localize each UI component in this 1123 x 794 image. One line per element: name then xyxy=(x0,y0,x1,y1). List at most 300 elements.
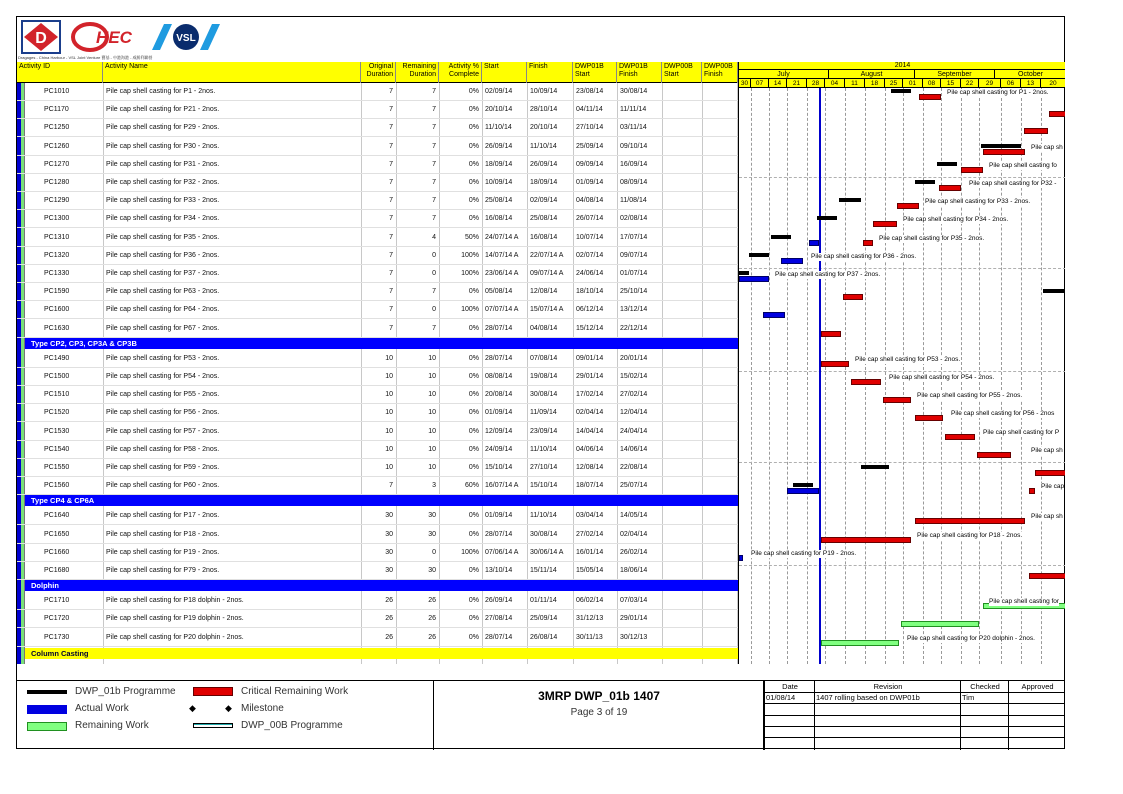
table-row[interactable] xyxy=(17,83,738,101)
dwp01b-finish: 25/10/14 xyxy=(620,288,648,296)
dwp01b-finish: 14/06/14 xyxy=(620,445,648,453)
table-row[interactable] xyxy=(17,138,738,156)
week-gridline xyxy=(885,88,886,664)
remaining-duration: 7 xyxy=(432,324,436,332)
rev-date: 01/08/14 xyxy=(766,693,796,702)
activity-id: PC1590 xyxy=(44,288,70,296)
group-header[interactable]: Type CP2, CP3, CP3A & CP3B xyxy=(25,338,738,349)
table-row[interactable] xyxy=(17,119,738,137)
gantt-bar-red[interactable] xyxy=(915,415,943,421)
gantt-bar-red[interactable] xyxy=(821,331,841,337)
start-date: 20/08/14 xyxy=(485,391,513,399)
gantt-bar-black[interactable] xyxy=(915,180,935,184)
bar-label: Pile cap shell casting for P34 - 2nos. xyxy=(903,216,1009,224)
legend-actual-label: Actual Work xyxy=(75,703,129,714)
gantt-bar-blue[interactable] xyxy=(781,258,803,264)
finish-date: 15/10/14 xyxy=(530,482,558,490)
start-date: 02/09/14 xyxy=(485,88,513,95)
legend-actual-swatch xyxy=(27,705,67,714)
gantt-bar-black[interactable] xyxy=(1043,289,1065,293)
percent-complete: 0% xyxy=(468,160,479,168)
start-date: 01/09/14 xyxy=(485,512,513,520)
table-row[interactable] xyxy=(17,101,738,119)
percent-complete: 0% xyxy=(468,633,479,641)
gantt-bar-black[interactable] xyxy=(749,253,769,257)
dwp01b-start: 09/09/14 xyxy=(576,160,604,168)
activity-id: PC1530 xyxy=(44,427,70,435)
activity-id: PC1270 xyxy=(44,160,70,168)
remaining-duration: 3 xyxy=(432,482,436,490)
gantt-bar-blue[interactable] xyxy=(739,276,769,282)
week-label: 20 xyxy=(1041,79,1065,88)
gantt-bar-red[interactable] xyxy=(1029,573,1065,579)
activity-name: Pile cap shell casting for P57 - 2nos. xyxy=(106,427,220,435)
table-row[interactable] xyxy=(17,629,738,647)
dwp01b-finish: 12/04/14 xyxy=(620,409,648,417)
rev-header-date: Date xyxy=(782,682,798,691)
col-start[interactable]: Start xyxy=(482,62,527,83)
activity-name: Pile cap shell casting for P29 - 2nos. xyxy=(106,124,220,132)
activity-id: PC1280 xyxy=(44,179,70,186)
original-duration: 30 xyxy=(385,512,393,520)
gantt-bar-red[interactable] xyxy=(1024,128,1048,134)
start-date: 25/08/14 xyxy=(485,197,513,205)
table-row[interactable] xyxy=(17,423,738,441)
gantt-bar-red[interactable] xyxy=(983,149,1025,155)
dwp01b-start: 15/05/14 xyxy=(576,567,604,574)
remaining-duration: 7 xyxy=(432,88,436,95)
bar-label: Pile cap shell casting for P36 - 2nos. xyxy=(811,252,917,260)
gantt-bar-red[interactable] xyxy=(1049,111,1065,117)
activity-name: Pile cap shell casting for P79 - 2nos. xyxy=(106,567,220,574)
table-row[interactable] xyxy=(17,350,738,368)
finish-date: 04/08/14 xyxy=(530,324,558,332)
gantt-bar-red[interactable] xyxy=(1035,470,1065,476)
finish-date: 15/07/14 A xyxy=(530,306,564,314)
start-date: 27/08/14 xyxy=(485,615,513,623)
week-label: 14 xyxy=(769,79,787,88)
gantt-bar-red[interactable] xyxy=(977,452,1011,458)
bar-label: Pile cap shell casting fo xyxy=(989,161,1057,169)
percent-complete: 0% xyxy=(468,445,479,453)
col-remaining-duration[interactable]: Remaining Duration xyxy=(396,62,439,83)
month-september: September xyxy=(915,70,995,79)
week-label: 15 xyxy=(941,79,961,88)
col-dwp00b-finish[interactable]: DWP00B Finish xyxy=(702,62,738,83)
start-date: 16/08/14 xyxy=(485,215,513,223)
activity-name: Pile cap shell casting for P35 - 2nos. xyxy=(106,233,220,241)
finish-date: 30/06/14 A xyxy=(530,548,564,556)
original-duration: 7 xyxy=(389,215,393,223)
start-date: 28/07/14 xyxy=(485,633,513,641)
table-row[interactable] xyxy=(17,174,738,192)
remaining-duration: 7 xyxy=(432,179,436,186)
percent-complete: 0% xyxy=(468,324,479,332)
week-gridline xyxy=(1001,88,1002,664)
group-header[interactable]: Type CP4 & CP6A xyxy=(25,495,738,506)
vsl-logo xyxy=(150,20,222,54)
table-row[interactable] xyxy=(17,441,738,459)
gantt-bar-blue[interactable] xyxy=(787,488,819,494)
milestone-diamond-icon: ◆ xyxy=(189,703,196,713)
percent-complete: 0% xyxy=(468,124,479,132)
start-date: 26/09/14 xyxy=(485,142,513,150)
finish-date: 09/07/14 A xyxy=(530,270,564,277)
table-row[interactable] xyxy=(17,368,738,386)
percent-complete: 0% xyxy=(468,512,479,520)
col-dwp01b-finish[interactable]: DWP01B Finish xyxy=(617,62,662,83)
rev-border xyxy=(764,726,1065,727)
dwp01b-finish: 08/09/14 xyxy=(620,179,648,186)
week-label: 01 xyxy=(903,79,923,88)
gantt-bar-red[interactable] xyxy=(883,397,911,403)
gantt-bar-red[interactable] xyxy=(897,203,919,209)
original-duration: 7 xyxy=(389,288,393,296)
row-separator xyxy=(739,371,1065,372)
dwp01b-start: 01/09/14 xyxy=(576,179,604,186)
start-date: 18/09/14 xyxy=(485,160,513,168)
gantt-bar-black[interactable] xyxy=(793,483,813,487)
title-block xyxy=(434,681,764,750)
table-row[interactable] xyxy=(17,562,738,580)
gantt-bar-blue[interactable] xyxy=(763,312,785,318)
activity-id: PC1540 xyxy=(44,445,70,453)
dwp01b-finish: 03/11/14 xyxy=(620,124,647,132)
finish-date: 25/08/14 xyxy=(530,215,558,223)
table-row[interactable] xyxy=(17,526,738,544)
rev-border xyxy=(764,703,1065,704)
col-finish[interactable]: Finish xyxy=(527,62,573,83)
original-duration: 7 xyxy=(389,233,393,241)
original-duration: 10 xyxy=(385,373,393,380)
table-row[interactable] xyxy=(17,283,738,301)
dwp01b-start: 10/07/14 xyxy=(576,233,604,241)
dwp01b-start: 02/04/14 xyxy=(576,409,604,417)
table-row[interactable] xyxy=(17,477,738,495)
original-duration: 7 xyxy=(389,197,393,205)
dwp01b-start: 29/01/14 xyxy=(576,373,604,380)
remaining-duration: 26 xyxy=(428,615,436,623)
bar-label: Pile cap sh xyxy=(1031,513,1063,521)
finish-date: 27/10/14 xyxy=(530,464,558,471)
remaining-duration: 0 xyxy=(432,251,436,259)
activity-id: PC1490 xyxy=(44,354,70,362)
finish-date: 11/10/14 xyxy=(530,445,557,453)
month-july: July xyxy=(739,70,829,79)
activity-name: Pile cap shell casting for P63 - 2nos. xyxy=(106,288,220,296)
activity-name: Pile cap shell casting for P19 - 2nos. xyxy=(106,548,220,556)
dwp01b-finish: 22/08/14 xyxy=(620,464,648,471)
dwp01b-finish: 18/06/14 xyxy=(620,567,648,574)
bar-label: Pile cap shell casting for P37 - 2nos. xyxy=(775,271,881,278)
gantt-bar-red[interactable] xyxy=(961,167,983,173)
gantt-bar-black[interactable] xyxy=(839,198,861,202)
activity-id: PC1510 xyxy=(44,391,70,399)
activity-name: Pile cap shell casting for P58 - 2nos. xyxy=(106,445,220,453)
gantt-chart xyxy=(738,88,1065,664)
finish-date: 26/09/14 xyxy=(530,160,558,168)
remaining-duration: 10 xyxy=(428,427,436,435)
remaining-duration: 7 xyxy=(432,106,436,114)
original-duration: 7 xyxy=(389,270,393,277)
gantt-bar-black[interactable] xyxy=(937,162,957,166)
table-row[interactable] xyxy=(17,507,738,525)
gantt-bar-red[interactable] xyxy=(851,379,881,385)
week-label: 22 xyxy=(961,79,979,88)
percent-complete: 0% xyxy=(468,409,479,417)
remaining-duration: 7 xyxy=(432,197,436,205)
original-duration: 7 xyxy=(389,306,393,314)
dwp01b-finish: 16/09/14 xyxy=(620,160,648,168)
week-gridline xyxy=(769,88,770,664)
table-row[interactable] xyxy=(17,265,738,283)
activity-name: Pile cap shell casting for P37 - 2nos. xyxy=(106,270,220,277)
table-row[interactable] xyxy=(17,404,738,422)
col-original-duration[interactable]: Original Duration xyxy=(361,62,396,83)
table-row[interactable] xyxy=(17,610,738,628)
activity-id: PC1260 xyxy=(44,142,70,150)
original-duration: 7 xyxy=(389,324,393,332)
dwp01b-finish: 09/10/14 xyxy=(620,142,648,150)
activity-name: Pile cap shell casting for P21 - 2nos. xyxy=(106,106,220,114)
week-gridline xyxy=(787,88,788,664)
activity-id: PC1630 xyxy=(44,324,70,332)
finish-date: 10/09/14 xyxy=(530,88,558,95)
dwp01b-start: 26/07/14 xyxy=(576,215,604,223)
footer xyxy=(17,680,1065,749)
table-row[interactable] xyxy=(17,301,738,319)
dwp01b-start: 17/02/14 xyxy=(576,391,604,399)
legend xyxy=(17,681,434,750)
dwp01b-start: 06/02/14 xyxy=(576,597,604,605)
week-label: 30 xyxy=(739,79,751,88)
remaining-duration: 10 xyxy=(428,391,436,399)
jv-tagline: Dragages - China Harbour - VSL Joint Venture 寶基 - 中港海港 - 威勝利聯營 xyxy=(18,55,153,60)
rev-checked: Tim xyxy=(962,693,975,702)
remaining-duration: 0 xyxy=(432,270,436,277)
original-duration: 7 xyxy=(389,106,393,114)
week-label: 18 xyxy=(865,79,885,88)
gantt-bar-black[interactable] xyxy=(817,216,837,220)
start-date: 23/06/14 A xyxy=(485,270,519,277)
gantt-bar-black[interactable] xyxy=(739,271,749,275)
activity-id: PC1660 xyxy=(44,548,70,556)
percent-complete: 0% xyxy=(468,597,479,605)
start-date: 28/07/14 xyxy=(485,354,513,362)
original-duration: 7 xyxy=(389,251,393,259)
bar-label: Pile cap shell casting for P20 dolphin - 2nos. xyxy=(907,634,1035,642)
percent-complete: 0% xyxy=(468,615,479,623)
row-separator xyxy=(739,462,1065,463)
bar-label: Pile cap shell casting for P54 - 2nos. xyxy=(889,374,995,381)
svg-text:D: D xyxy=(35,30,47,47)
gantt-bar-blue[interactable] xyxy=(809,240,819,246)
activity-id: PC1170 xyxy=(44,106,69,114)
activity-name: Pile cap shell casting for P54 - 2nos. xyxy=(106,373,220,380)
activity-id: PC1550 xyxy=(44,464,70,471)
group-header[interactable]: Dolphin xyxy=(25,580,738,591)
bar-label: Pile cap sh xyxy=(1031,446,1063,454)
gantt-bar-red[interactable] xyxy=(919,94,941,100)
remaining-duration: 0 xyxy=(432,306,436,314)
gantt-bar-black[interactable] xyxy=(861,465,889,469)
activity-id: PC1720 xyxy=(44,615,70,623)
start-date: 14/07/14 A xyxy=(485,251,519,259)
dwp01b-start: 16/01/14 xyxy=(576,548,604,556)
start-date: 28/07/14 xyxy=(485,530,513,538)
activity-id: PC1290 xyxy=(44,197,70,205)
gantt-bar-black[interactable] xyxy=(981,144,1021,148)
week-label: 07 xyxy=(751,79,769,88)
legend-programme-label: DWP_01b Programme xyxy=(75,686,176,697)
start-date: 28/07/14 xyxy=(485,324,513,332)
gantt-bar-red[interactable] xyxy=(863,240,873,246)
week-label: 13 xyxy=(1021,79,1041,88)
dwp01b-start: 30/11/13 xyxy=(576,633,603,641)
gantt-bar-red[interactable] xyxy=(915,518,1025,524)
legend-critical-swatch xyxy=(193,687,233,696)
col-dwp00b-start[interactable]: DWP00B Start xyxy=(662,62,702,83)
col-percent-complete[interactable]: Activity % Complete xyxy=(439,62,482,83)
dwp01b-start: 23/08/14 xyxy=(576,88,604,95)
week-label: 11 xyxy=(845,79,865,88)
week-gridline xyxy=(1021,88,1022,664)
activity-id: PC1600 xyxy=(44,306,70,314)
week-gridline xyxy=(807,88,808,664)
dwp01b-finish: 26/02/14 xyxy=(620,548,648,556)
gantt-bar-blue[interactable] xyxy=(739,555,743,561)
original-duration: 26 xyxy=(385,615,393,623)
dwp01b-finish: 24/04/14 xyxy=(620,427,648,435)
dwp01b-start: 03/04/14 xyxy=(576,512,604,520)
week-label: 04 xyxy=(825,79,845,88)
bar-label: Pile cap shell casting for P55 - 2nos. xyxy=(917,392,1023,400)
percent-complete: 60% xyxy=(464,482,479,490)
gantt-bar-red[interactable] xyxy=(939,185,961,191)
activity-name: Pile cap shell casting for P32 - 2nos. xyxy=(106,179,220,186)
group-header[interactable]: Column Casting xyxy=(25,648,738,659)
table-row[interactable] xyxy=(17,320,738,338)
finish-date: 02/09/14 xyxy=(530,197,558,205)
start-date: 01/09/14 xyxy=(485,409,513,417)
remaining-duration: 7 xyxy=(432,142,436,150)
activity-name: Pile cap shell casting for P34 - 2nos. xyxy=(106,215,220,223)
dwp01b-start: 18/10/14 xyxy=(576,288,604,296)
dwp01b-finish: 01/07/14 xyxy=(620,270,648,277)
activity-name: Pile cap shell casting for P36 - 2nos. xyxy=(106,251,220,259)
gantt-bar-red[interactable] xyxy=(843,294,863,300)
finish-date: 26/08/14 xyxy=(530,633,558,641)
legend-remaining-swatch xyxy=(27,722,67,731)
bar-label: Pile cap shell casting for P19 - 2nos. xyxy=(751,549,857,557)
dwp01b-start: 09/01/14 xyxy=(576,354,604,362)
gantt-bar-black[interactable] xyxy=(771,235,791,239)
start-date: 07/06/14 A xyxy=(485,548,519,556)
table-row[interactable] xyxy=(17,210,738,228)
dwp01b-start: 25/09/14 xyxy=(576,142,604,150)
start-date: 15/10/14 xyxy=(485,464,513,471)
finish-date: 19/08/14 xyxy=(530,373,558,380)
finish-date: 16/08/14 xyxy=(530,233,558,241)
dwp01b-start: 18/07/14 xyxy=(576,482,604,490)
table-row[interactable] xyxy=(17,544,738,562)
original-duration: 30 xyxy=(385,530,393,538)
finish-date: 11/10/14 xyxy=(530,142,557,150)
original-duration: 7 xyxy=(389,482,393,490)
table-row[interactable] xyxy=(17,247,738,265)
gantt-bar-red[interactable] xyxy=(1029,488,1035,494)
original-duration: 10 xyxy=(385,445,393,453)
remaining-duration: 30 xyxy=(428,530,436,538)
remaining-duration: 4 xyxy=(432,233,436,241)
dwp01b-finish: 17/07/14 xyxy=(620,233,648,241)
gantt-bar-green[interactable] xyxy=(901,621,979,627)
percent-complete: 100% xyxy=(461,251,479,259)
activity-id: PC1250 xyxy=(44,124,70,132)
finish-date: 11/10/14 xyxy=(530,512,557,520)
table-row[interactable] xyxy=(17,386,738,404)
week-label: 25 xyxy=(885,79,903,88)
activity-id: PC1500 xyxy=(44,373,70,380)
activity-name: Pile cap shell casting for P60 - 2nos. xyxy=(106,482,220,490)
percent-complete: 0% xyxy=(468,354,479,362)
table-row[interactable] xyxy=(17,229,738,247)
gantt-bar-red[interactable] xyxy=(821,361,849,367)
activity-name: Pile cap shell casting for P17 - 2nos. xyxy=(106,512,220,520)
table-row[interactable] xyxy=(17,156,738,174)
col-activity-id[interactable]: Activity ID xyxy=(17,62,103,83)
activity-id: PC1320 xyxy=(44,251,70,259)
table-row[interactable] xyxy=(17,192,738,210)
finish-date: 11/09/14 xyxy=(530,409,557,417)
chec-logo xyxy=(70,20,144,54)
activity-name: Pile cap shell casting for P18 dolphin - 2nos. xyxy=(106,597,244,605)
dragages-logo xyxy=(20,20,62,54)
original-duration: 30 xyxy=(385,567,393,574)
gantt-bar-red[interactable] xyxy=(821,537,911,543)
activity-name: Pile cap shell casting for P64 - 2nos. xyxy=(106,306,220,314)
finish-date: 01/11/14 xyxy=(530,597,557,605)
gantt-bar-red[interactable] xyxy=(945,434,975,440)
table-row[interactable] xyxy=(17,459,738,477)
gantt-bar-red[interactable] xyxy=(873,221,897,227)
col-activity-name[interactable]: Activity Name xyxy=(103,62,361,83)
activity-id: PC1330 xyxy=(44,270,70,277)
dwp01b-finish: 30/12/13 xyxy=(620,633,648,641)
percent-complete: 0% xyxy=(468,106,479,114)
dwp01b-start: 27/10/14 xyxy=(576,124,604,132)
activity-name: Pile cap shell casting for P56 - 2nos. xyxy=(106,409,220,417)
row-separator xyxy=(739,565,1065,566)
remaining-duration: 30 xyxy=(428,567,436,574)
dwp01b-start: 02/07/14 xyxy=(576,251,604,259)
col-dwp01b-start[interactable]: DWP01B Start xyxy=(573,62,617,83)
remaining-duration: 10 xyxy=(428,464,436,471)
start-date: 26/09/14 xyxy=(485,597,513,605)
activity-name: Pile cap shell casting for P55 - 2nos. xyxy=(106,391,220,399)
remaining-duration: 26 xyxy=(428,597,436,605)
legend-milestone-label: Milestone xyxy=(241,703,284,714)
table-row[interactable] xyxy=(17,592,738,610)
original-duration: 10 xyxy=(385,409,393,417)
gantt-bar-green[interactable] xyxy=(821,640,899,646)
rev-border xyxy=(764,715,1065,716)
bar-label: Pile cap shell casting for P35 - 2nos. xyxy=(879,234,985,242)
activity-id: PC1650 xyxy=(44,530,70,538)
gantt-bar-black[interactable] xyxy=(891,89,911,93)
original-duration: 26 xyxy=(385,633,393,641)
dwp01b-start: 15/12/14 xyxy=(576,324,604,332)
